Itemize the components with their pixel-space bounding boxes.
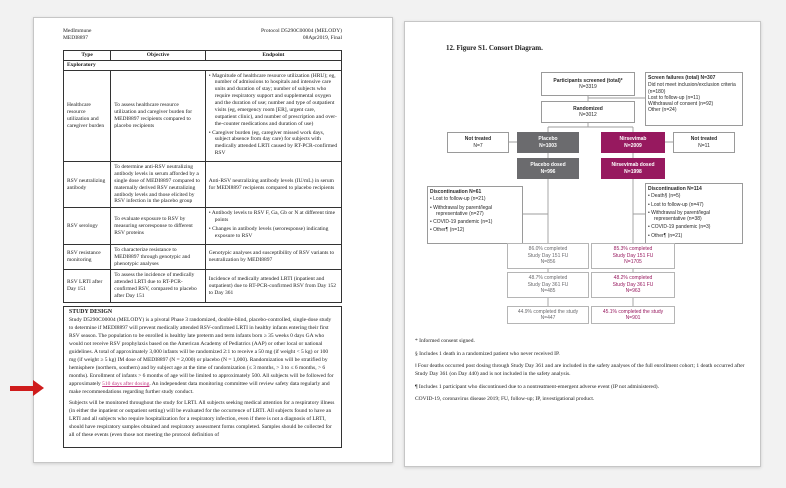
list-item: N=963 — [625, 288, 641, 295]
discontinuation-placebo-box — [427, 186, 523, 244]
box-count: N=2009 — [624, 142, 642, 149]
placebo-dosed-box — [517, 158, 579, 179]
box-count: N=11 — [698, 142, 710, 149]
table-cell — [205, 70, 341, 162]
table-cell: Healthcare resource utilization and caregiver burden — [64, 70, 111, 162]
table-cell: Anti-RSV neutralizing antibody levels (IU/mL) in serum for MEDI8897 recipients compared to placebo recipients — [205, 162, 341, 208]
table-row — [64, 162, 342, 208]
list-item: Withdrawal of consent (n=92) — [648, 101, 714, 107]
box-title: Placebo — [538, 136, 558, 142]
table-section-row — [64, 60, 342, 70]
endpoint-bullet: • Caregiver burden (eg, caregiver missed work days, subject absence from day care) for subjects with medically attended LRTI caused by RT-PCR-confirmed RSV — [209, 130, 338, 158]
list-item: Study Day 151 FU — [612, 252, 654, 259]
list-item: N=901 — [625, 315, 641, 321]
table-row — [64, 244, 342, 270]
box-title: Discontinuation N=61 — [430, 189, 482, 195]
box-title: Nirsevimab — [619, 136, 647, 142]
list-item: Study Day 151 FU — [527, 252, 569, 259]
list-item: Study Day 361 FU — [527, 281, 569, 288]
placebo-box — [517, 132, 579, 153]
protocol-date: 08Apr2019, Final — [302, 35, 342, 42]
list-item: • COVID-19 pandemic (n=3) — [648, 224, 740, 230]
list-item: • Death§ (n=5) — [648, 193, 740, 199]
figure-title: 12. Figure S1. Consort Diagram. — [446, 44, 543, 52]
box-count: N=1998 — [624, 168, 642, 175]
list-item: ¶ Includes 1 participant who discontinued due to a nontreatment-emergent adverse event (IP not administered). — [415, 383, 659, 390]
paragraph-text: Study D5290C00004 (MELODY) is a pivotal Phase 3 randomized, double-blind, placebo-controlled, single-dose study to determine if MEDI8897 will prevent medically attended RSV-confirmed LRTI in healthy infants entering their first RSV season. The population to be enrolled is healthy late preterm and term infants born ≥ 35 weeks 0 days GA who would not receive RSV prophylaxis based on the American Academy of Pediatrics (AAP) or other local or national guidelines. A total of approximately 3,000 infants will be randomized 2:1 to receive a 50 mg (if weight < 5 kg) or 100 mg (if weight ≥ 5 kg) IM dose of MEDI8897 (N = 2,000) or placebo (N = 1,000). Randomization will be stratified by hemisphere (northern, southern) and by subject age at the time of randomization (≤ 3 months, > 3 to ≤ 6 months, > 6 months). Enrollment of infants > 6 months of age will be limited to approximately 500. All subjects will be followed for approximately — [69, 316, 334, 387]
page-header — [63, 28, 342, 43]
arrow-head — [33, 380, 44, 396]
column-header-endpoint: Endpoint — [205, 50, 341, 60]
box-title: Placebo dosed — [530, 162, 566, 168]
list-item: • Other¶ (n=21) — [648, 233, 740, 239]
list-item: Other (n=24) — [648, 107, 677, 114]
compound-name: MEDI8897 — [63, 35, 89, 42]
list-item: • Lost to follow-up (n=47) — [648, 202, 740, 208]
table-header-row — [64, 50, 342, 60]
consort-diagram — [405, 22, 760, 466]
list-item: • Withdrawal by parent/legal representative (n=38) — [648, 210, 740, 223]
screen-failures-box — [645, 72, 743, 126]
box-count: N=3012 — [579, 112, 597, 118]
protocol-number: Protocol D5290C00004 (MELODY) — [261, 28, 342, 34]
study-design-section — [63, 306, 342, 448]
nirsevimab-box — [601, 132, 665, 153]
list-item: 48.7% completed — [528, 275, 568, 282]
box-title: Discontinuation N=114 — [648, 186, 702, 192]
box-title: Participants screened (total)* — [553, 77, 623, 84]
list-item: • Other¶ (n=12) — [430, 227, 520, 233]
discontinuation-items — [648, 193, 740, 241]
table-cell: RSV resistance monitoring — [64, 244, 111, 270]
box-count: N=7 — [473, 142, 483, 149]
placebo-completed-study-box — [507, 306, 589, 324]
list-item: N=485 — [540, 288, 556, 295]
study-design-paragraph-1 — [69, 317, 336, 397]
list-item: 48.2% completed — [613, 275, 653, 282]
study-design-paragraph-2: Subjects will be monitored throughout the study for LRTI. All subjects seeking medical attention for a respiratory illness (in either the inpatient or outpatient setting) will be evaluated for the occurrence of LRTI. All subjects found to have an LRTI and all subjects who require hospitalization for a respiratory infection, even if there is not a diagnosis of LRTI, should have respiratory samples obtained and respiratory assessment forms completed. Samples should be collected for all of these events (even those not meeting the protocol definition of — [69, 399, 335, 438]
table-cell: RSV neutralizing antibody — [64, 162, 111, 208]
table-cell: RSV serology — [64, 208, 111, 245]
list-item: § Includes 1 death in a randomized patient who never received IP. — [415, 350, 560, 357]
endpoint-bullet: • Antibody levels to RSV F, Ga, Gb or N at different time points — [209, 210, 338, 224]
table-cell — [205, 208, 341, 245]
nirsevimab-completed-day151-box — [591, 243, 675, 269]
box-title: Screen failures (total) N=307 — [648, 75, 716, 81]
consort-page — [404, 21, 761, 467]
list-item: • Lost to follow-up (n=21) — [430, 196, 520, 202]
endpoint-bullet: • Changes in antibody levels (seroresponse) indicating exposure to RSV — [209, 226, 338, 240]
protocol-page — [33, 17, 393, 463]
box-count: N=996 — [540, 168, 556, 175]
objectives-table — [63, 50, 342, 303]
header-left — [63, 28, 91, 43]
box-title: Nirsevimab dosed — [611, 162, 655, 168]
list-item: Study Day 361 FU — [612, 281, 654, 288]
screened-box — [541, 72, 635, 96]
table-row — [64, 270, 342, 303]
red-arrow-icon — [10, 380, 46, 396]
box-title: Randomized — [573, 105, 603, 112]
nirsevimab-completed-study-box — [591, 306, 675, 324]
failure-items — [648, 82, 740, 113]
table-row — [64, 208, 342, 245]
endpoint-bullet: • Magnitude of healthcare resource utilization (HRU); eg, number of admissions to hospitals and intensive care units and duration of stay; number of subjects who require respiratory support and supplemental oxygen and the duration of use; number and type of outpatient visits (eg, emergency room [ER], urgent care, outpatient clinic), and number of prescription and over-the-counter medications and duration of use) — [209, 73, 338, 128]
list-item: COVID-19, coronavirus disease 2019; FU, follow-up; IP, investigational product. — [415, 396, 595, 403]
table-cell: RSV LRTI after Day 151 — [64, 270, 111, 303]
arrow-shaft — [10, 386, 33, 391]
list-item: 44.9% completed the study — [517, 308, 579, 315]
sponsor-name: MedImmune — [63, 28, 92, 34]
list-item: • COVID-19 pandemic (n=1) — [430, 219, 520, 225]
nirsevimab-dosed-box — [601, 158, 665, 179]
column-header-objective: Objective — [111, 50, 206, 60]
table-cell: To determine anti-RSV neutralizing antibody levels in serum afforded by a single dose of MEDI8897 compared to maternally derived RSV neutralizing antibody levels and those elicited by RSV infection in the placebo group — [111, 162, 206, 208]
paragraph-text: . An independent data monitoring committee will review safety data regularly and make recommendations regarding further study conduct. — [69, 380, 330, 395]
list-item: ‖ Four deaths occurred post dosing through Study Day 361 and are included in the safety analyses of the full enrollment cohort; 1 death occurred after Study Day 361 (on Day 440) and is not included in the safety analysis. — [415, 363, 745, 378]
not-treated-nirsevimab-box — [673, 132, 735, 153]
list-item: Did not meet inclusion/exclusion criteria (n=180) — [648, 82, 736, 95]
list-item: • Withdrawal by parent/legal representative (n=27) — [430, 205, 520, 218]
nirsevimab-completed-day361-box — [591, 272, 675, 298]
list-item: 86.0% completed — [528, 246, 568, 253]
box-count: N=1003 — [539, 142, 557, 149]
table-cell: To assess the incidence of medically attended LRTI due to RT-PCR-confirmed RSV, compared to placebo after Day 151 — [111, 270, 206, 303]
randomized-box — [541, 101, 635, 123]
list-item: N=856 — [540, 259, 556, 266]
column-header-type: Type — [64, 50, 111, 60]
figure-footnotes — [415, 338, 755, 409]
table-cell: Genotypic analyses and susceptibility of RSV variants to neutralization by MEDI8897 — [205, 244, 341, 270]
box-count: N=3319 — [579, 84, 597, 90]
table-cell: Incidence of medically attended LRTI (inpatient and outpatient) due to RT-PCR-confirmed RSV from Day 152 to Day 361 — [205, 270, 341, 303]
list-item: N=447 — [540, 315, 556, 321]
discontinuation-nirsevimab-box — [645, 183, 743, 244]
header-right — [261, 28, 342, 43]
discontinuation-items — [430, 196, 520, 235]
box-title: Not treated — [464, 136, 492, 142]
not-treated-placebo-box — [447, 132, 509, 153]
list-item: 45.1% completed the study — [602, 308, 664, 315]
table-cell: To assess healthcare resource utilization and caregiver burden for MEDI8897 recipients compared to placebo recipients — [111, 70, 206, 162]
list-item: N=1705 — [624, 259, 642, 266]
list-item: * Informed consent signed. — [415, 338, 475, 344]
placebo-completed-day361-box — [507, 272, 589, 298]
box-title: Not treated — [690, 136, 718, 142]
list-item: Lost to follow-up (n=11) — [648, 94, 701, 101]
placebo-completed-day151-box — [507, 243, 589, 269]
highlighted-text: 510 days after dosing — [102, 380, 150, 387]
section-label: Exploratory — [64, 60, 342, 70]
table-cell: To evaluate exposure to RSV by measuring seroresponse to different RSV proteins — [111, 208, 206, 245]
list-item: 85.3% completed — [613, 246, 653, 253]
table-cell: To characterize resistance to MEDI8897 through genotypic and phenotypic analyses — [111, 244, 206, 270]
table-row — [64, 70, 342, 162]
study-design-title: STUDY DESIGN — [69, 308, 113, 315]
